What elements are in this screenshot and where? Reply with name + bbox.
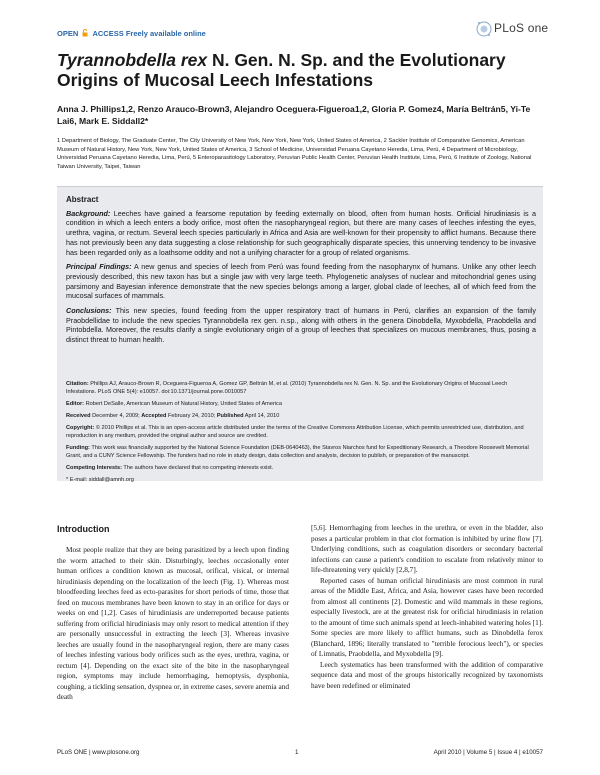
footer-issue: April 2010 | Volume 5 | Issue 4 | e10057 [433, 749, 543, 756]
email: * E-mail: siddall@amnh.org [66, 476, 134, 483]
abstract-background [66, 209, 536, 258]
article-metadata [66, 381, 536, 489]
funding-label: Funding: [66, 444, 90, 451]
abstract-heading: Abstract [66, 195, 99, 204]
accepted-date: February 24, 2010; [166, 412, 217, 419]
conclusions-text: This new species, found feeding from the upper respiratory tract of humans in Perú, clarifies an expansion of the family Praobdellidae to include the new species Tyrannobdella rex gen. n.sp., along with others in the genera Dinobdella, Myxobdella, Praobdella and Pintobdella. Moreover, the results clarify a single evolutionary origin of a group of leeches that specializes on mucous membranes, thus, posing a distinct threat to human health. [66, 306, 536, 345]
footer-journal: PLoS ONE | www.plosone.org [57, 749, 140, 756]
findings-text: A new genus and species of leech from Perú was found feeding from the nasopharynx of humans. Unlike any other leech previously described, this new taxon has but a single jaw with very large teeth. Phylogenetic analyses of nuclear and mitochondrial genes using parsimony and Bayesian inference demonstrate that the new species belongs among a larger, global clade of leeches, all of which feed from the mucosal surfaces of mammals. [66, 262, 536, 301]
received-date: December 4, 2009; [90, 412, 142, 419]
accepted-label: Accepted [141, 412, 167, 419]
affiliations: 1 Department of Biology, The Graduate Center, The City University of New York, New York, New York, United States of America, 2 Sackler Institute of Comparative Genomics, American Museum of Natural History, New York, New York, United States of America, 3 School of Medicine, Universidad Peruana Cayetano Heredia, Lima, Perú, 4 Department of Microbiology, Universidad Peruana Cayetano Heredia, Lima, Perú, 5 Enteroparasitology Laboratory, Peruvian Public Health Center, Peruvian Health Institute, Lima, Perú, 6 Institute of Zoology, National Taiwan University, Taipei, Taiwan [57, 138, 532, 170]
freely-available-label: Freely available online [125, 29, 206, 38]
abstract [66, 195, 536, 350]
title-italic: Tyrannobdella rex [57, 50, 208, 70]
copyright [66, 425, 536, 440]
conclusions-label: Conclusions: [66, 306, 112, 316]
article-title [57, 50, 557, 90]
copyright-label: Copyright: [66, 425, 95, 432]
open-lock-icon [82, 29, 88, 37]
title-rest: N. Gen. N. Sp. and the Evolutionary Origins of Mucosal Leech Infestations [57, 50, 506, 90]
funding [66, 445, 536, 460]
body-column-right [311, 523, 543, 691]
intro-paragraph-1-cont: [5,6]. Hemorrhaging from leeches in the urethra, or even in the bladder, also poses a particular problem in that clot formation is inhibited by urine flow [7]. Underlying conditions, such as coagulation disorders or secondary bacterial infections can cause a patient's condition to escalate from relatively minor to life-threatening very quickly [2,8,7]. [311, 523, 543, 574]
editor-label: Editor: [66, 400, 85, 407]
background-label: Background: [66, 208, 111, 218]
citation-label: Citation: [66, 381, 89, 387]
published-label: Published [216, 412, 244, 419]
dates [66, 413, 536, 421]
abstract-findings [66, 262, 536, 301]
body-column-left [57, 545, 289, 703]
funding-text: This work was financially supported by the National Science Foundation (DEB-0640463), the Stavros Niarchos fund for Expeditionary Research, a Theodore Roosevelt Memorial Grant, and a CUNY Science Fellowship. The funders had no role in study design, data collection and analysis, decision to publish, or preparation of the manuscript. [66, 444, 529, 459]
citation-text: Phillips AJ, Arauco-Brown R, Oceguera-Figueroa A, Gomez GP, Beltrán M, et al. (2010) Tyrannobdella rex N. Gen. N. Sp. and the Evolutionary Origins of Mucosal Leech Infestations. PLoS ONE 5(4): e10057. doi:10.1371/journal.pone.0010057 [66, 381, 508, 395]
competing-label: Competing Interests: [66, 464, 122, 471]
competing-interests [66, 465, 536, 473]
published-date: April 14, 2010 [243, 412, 280, 419]
background-text: Leeches have gained a fearsome reputation by feeding externally on blood, often from human hosts. Orificial hirudiniasis is a condition in which a leech enters a body orifice, most often the nasopharyngeal region, but there are many cases of leeches infesting the eyes, urethra, vagina, or rectum. Several leech species particularly in Africa and Asia are well-known for their propensity to afflict humans. Because there has not previously been any data suggesting a close relationship for such geographically disparate species, this unnerving tendency to be invasive has been regarded only as a loathsome oddity and not a unifying character for a group of related organisms. [66, 208, 536, 257]
access-label: ACCESS [92, 29, 124, 38]
open-label: OPEN [57, 29, 79, 38]
received-label: Received [66, 412, 91, 419]
editor [66, 401, 536, 409]
intro-paragraph-2: Reported cases of human orificial hirudiniasis are most common in rural areas of the Middle East, Africa, and Asia, however cases have been recorded from almost all continents [2]. Domestic and wild mammals in these regions, especially livestock, are at the greatest risk for orificial hirudiniasis in relation to the amount of time such animals spend at leech-inhabited watering holes [1]. Some species are more likely to afflict humans, such as Dinobdella ferox (Blanchard, 1896; literally translated to "terrible ferocious leech"), or species of Limnatis, Praobdella, and Myxobdella [9]. [311, 575, 544, 658]
open-access-banner [57, 29, 206, 38]
competing-text: The authors have declared that no competing interests exist. [121, 464, 274, 471]
journal-logo-text: PLoS one [494, 21, 549, 35]
introduction-heading: Introduction [57, 524, 110, 534]
citation [66, 381, 536, 396]
editor-text: Robert DeSalle, American Museum of Natural History, United States of America [84, 400, 282, 407]
intro-paragraph-3: Leech systematics has been transformed with the addition of comparative sequence data and most of the groups historically recognized by taxonomists have been redefined or eliminated [311, 659, 543, 690]
intro-paragraph-1: Most people realize that they are being parasitized by a leech upon finding the worm attached to their skin. Disturbingly, leeches occasionally enter human orifices a condition known as mucosal, orifical, visical, or internal hirudiniasis depending on the localization of the leech (Fig. 1). Whereas most bloodfeeding leeches feed as ecto-parasites for short periods of time, those that feed on mucous membranes have been known to stay in an orifice for days or weeks on end [1,2]. Cases of hirudiniasis are underreported because patients suffering from orificial hirudiniasis may only resort to medical attention if they are personally unsuccessful in extracting the leech [3]. Whereas invasive leeches are usually found in the nasopharyngeal region, there are many cases of leeches infesting various body orifices such as the eyes, urethra, vagina, or rectum [4]. Depending on the exact site of the bite in the nasopharyngeal region, symptoms may include hemorrhaging, hemoptysis, dysphonia, coughing, a tickling sensation, dyspnea or, in extreme cases, severe anemia and death [57, 545, 289, 701]
author-list: Anna J. Phillips1,2, Renzo Arauco-Brown3, Alejandro Oceguera-Figueroa1,2, Gloria P. Gomez4, María Beltrán5, Yi-Te Lai6, Mark E. Siddall2* [57, 104, 531, 126]
abstract-conclusions [66, 306, 536, 345]
findings-label: Principal Findings: [66, 262, 132, 272]
copyright-text: © 2010 Phillips et al. This is an open-access article distributed under the terms of the Creative Commons Attribution License, which permits unrestricted use, distribution, and reproduction in any medium, provided the original author and source are credited. [66, 425, 524, 439]
page-number: 1 [295, 749, 299, 756]
